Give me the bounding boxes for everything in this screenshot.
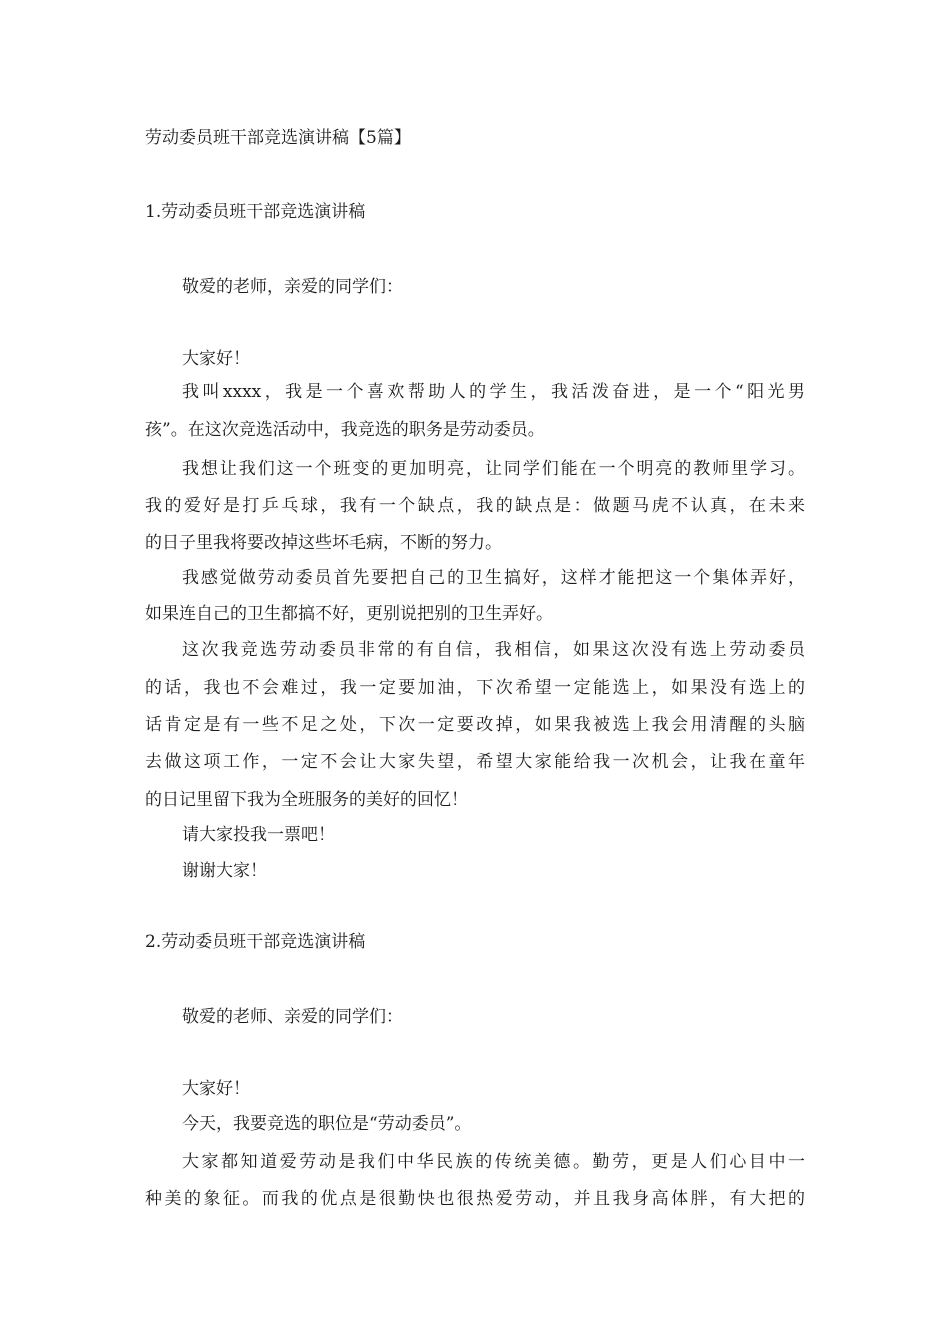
paragraph-line: 孩”。在这次竞选活动中，我竞选的职务是劳动委员。 [145, 420, 545, 440]
paragraph-line: 话肯定是有一些不足之处，下次一定要改掉，如果我被选上我会用清醒的头脑 [145, 715, 805, 735]
paragraph-line: 这次我竞选劳动委员非常的有自信，我相信，如果这次没有选上劳动委员 [182, 640, 805, 660]
paragraph-line: 的日记里留下我为全班服务的美好的回忆！ [145, 790, 468, 810]
greeting: 大家好！ [182, 349, 250, 369]
salutation: 敬爱的老师、亲爱的同学们： [182, 1007, 403, 1027]
paragraph-line: 的日子里我将要改掉这些坏毛病，不断的努力。 [145, 533, 502, 553]
section-heading: 2.劳动委员班干部竞选演讲稿 [145, 932, 366, 952]
document-title: 劳动委员班干部竞选演讲稿【5篇】 [145, 128, 411, 148]
paragraph-line: 去做这项工作，一定不会让大家失望，希望大家能给我一次机会，让我在童年 [145, 752, 805, 772]
paragraph-line: 我的爱好是打乒乓球，我有一个缺点，我的缺点是：做题马虎不认真，在未来 [145, 496, 805, 516]
paragraph-line: 我想让我们这一个班变的更加明亮，让同学们能在一个明亮的教师里学习。 [182, 459, 805, 479]
paragraph-line: 的话，我也不会难过，我一定要加油，下次希望一定能选上，如果没有选上的 [145, 678, 805, 698]
paragraph-line: 我感觉做劳动委员首先要把自己的卫生搞好，这样才能把这一个集体弄好， [182, 568, 805, 588]
salutation: 敬爱的老师，亲爱的同学们： [182, 277, 403, 297]
paragraph-line: 请大家投我一票吧！ [182, 825, 335, 845]
paragraph-line: 我叫xxxx，我是一个喜欢帮助人的学生，我活泼奋进，是一个“阳光男 [182, 382, 805, 402]
paragraph-line: 今天，我要竞选的职位是“劳动委员”。 [182, 1114, 472, 1134]
paragraph-line: 谢谢大家！ [182, 861, 267, 881]
section-heading: 1.劳动委员班干部竞选演讲稿 [145, 202, 366, 222]
paragraph-line: 如果连自己的卫生都搞不好，更别说把别的卫生弄好。 [145, 604, 553, 624]
greeting: 大家好！ [182, 1079, 250, 1099]
paragraph-line: 种美的象征。而我的优点是很勤快也很热爱劳动，并且我身高体胖，有大把的 [145, 1189, 805, 1209]
paragraph-line: 大家都知道爱劳动是我们中华民族的传统美德。勤劳，更是人们心目中一 [182, 1152, 805, 1172]
